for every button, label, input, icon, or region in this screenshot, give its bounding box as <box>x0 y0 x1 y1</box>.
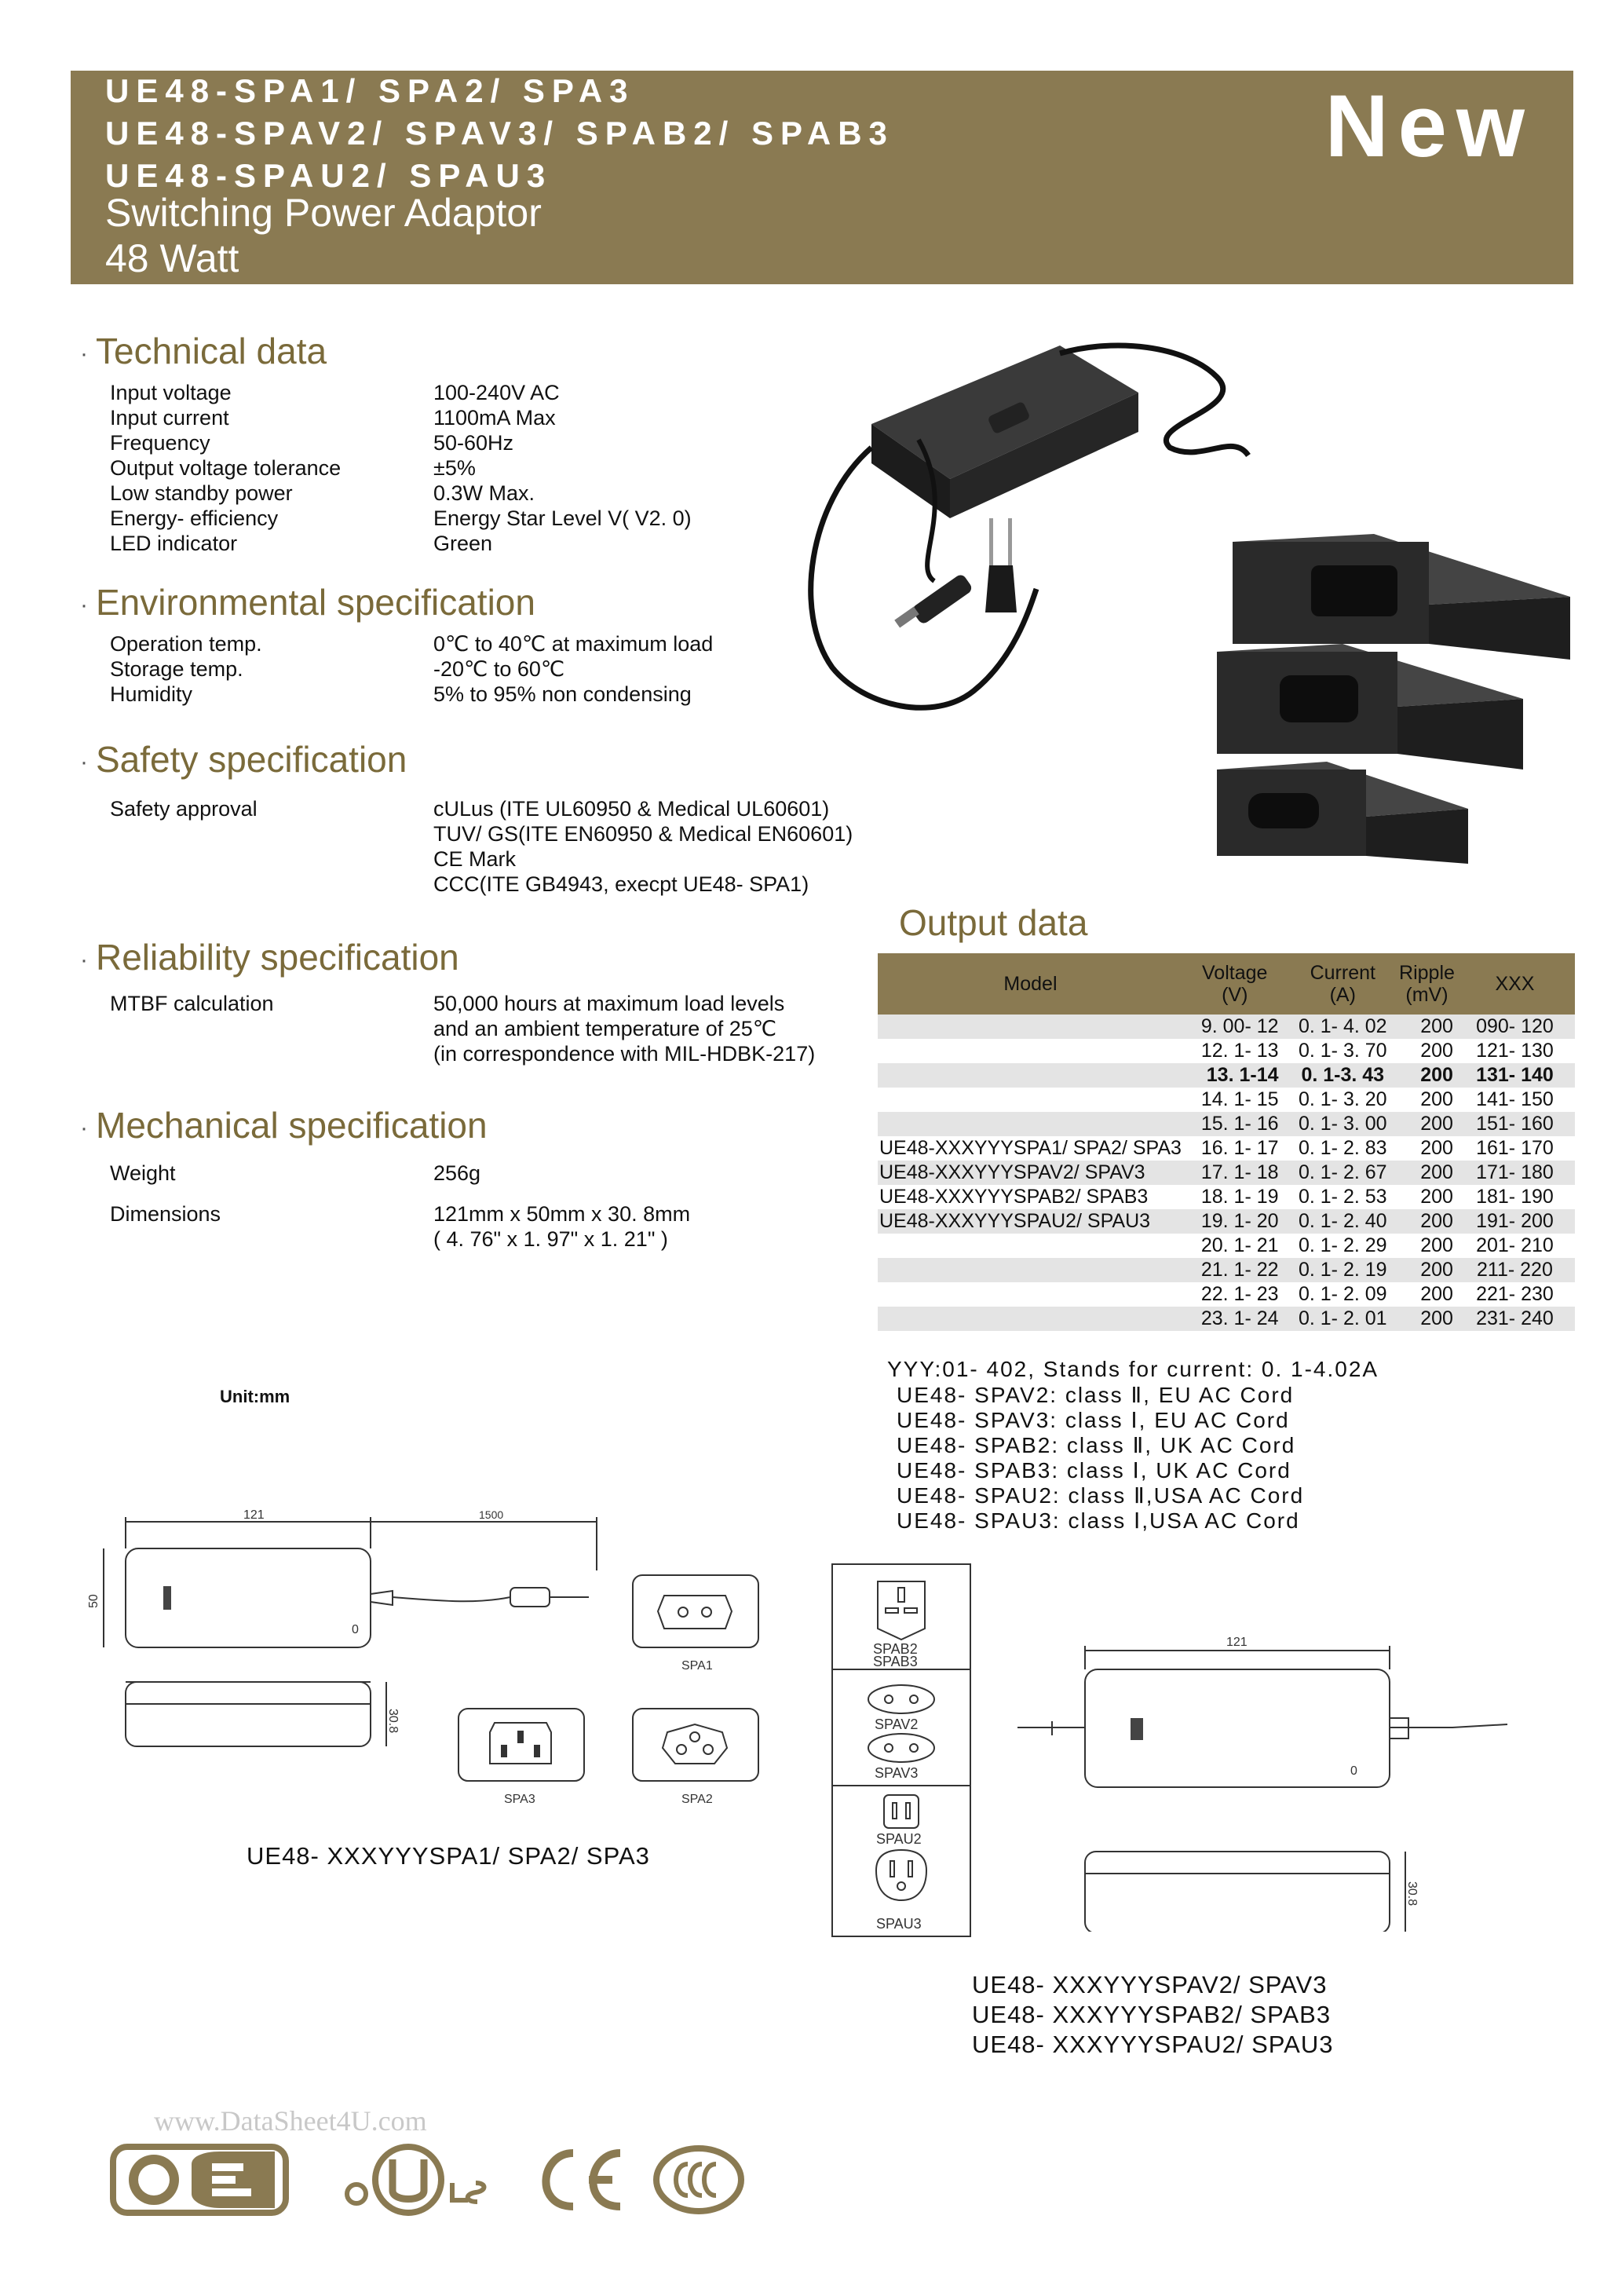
note-class: UE48- SPAB3: class Ⅰ, UK AC Cord <box>897 1458 1291 1483</box>
note-class: UE48- SPAU2: class Ⅱ,USA AC Cord <box>897 1483 1305 1508</box>
table-row <box>878 1185 1575 1209</box>
spec-value: 50-60Hz <box>433 431 514 455</box>
cell-voltage: 13. 1-14 <box>1183 1063 1287 1088</box>
output-data-table <box>878 953 1575 1331</box>
th-ripple: Ripple (mV) <box>1399 953 1455 1015</box>
table-row <box>878 1307 1575 1331</box>
dim-308-label: 30.8 <box>386 1709 400 1734</box>
cell-model: UE48-XXXYYYSPA1/ SPA2/ SPA3 <box>879 1137 1182 1159</box>
cell-ripple: 200 <box>1399 1161 1455 1185</box>
spec-value: and an ambient temperature of 25℃ <box>433 1017 777 1040</box>
zero-label: 0 <box>1350 1764 1357 1778</box>
th-model: Model <box>878 953 1183 1015</box>
ac-inlet-cable <box>1017 1721 1085 1735</box>
table-row <box>878 1063 1575 1088</box>
spec-value: 50,000 hours at maximum load levels <box>433 992 785 1015</box>
adapter-stack-bottom <box>1217 762 1468 864</box>
safety-heading: · Safety specification <box>80 739 407 780</box>
cell-model <box>878 1063 1183 1088</box>
cell-xxx: 161- 170 <box>1455 1136 1575 1161</box>
cell-voltage: 9. 00- 12 <box>1183 1015 1287 1039</box>
spec-label: Low standby power <box>110 481 293 505</box>
dim-121-label: 121 <box>1226 1636 1248 1649</box>
table-row <box>878 1112 1575 1136</box>
table-row <box>878 1282 1575 1307</box>
cell-model: UE48-XXXYYYSPAU2/ SPAU3 <box>878 1209 1183 1234</box>
spav2-label: SPAV2 <box>875 1717 919 1732</box>
cell-current: 0. 1- 4. 02 <box>1287 1015 1400 1039</box>
spec-value: 121mm x 50mm x 30. 8mm <box>433 1202 691 1226</box>
output-data-heading: Output data <box>899 902 1088 943</box>
table-row <box>878 1209 1575 1234</box>
model-line-1: UE48-SPA1/ SPA2/ SPA3 <box>105 72 635 109</box>
cell-ripple: 200 <box>1399 1234 1455 1258</box>
cell-current: 0. 1- 2. 01 <box>1287 1307 1400 1331</box>
cell-voltage: 12. 1- 13 <box>1183 1039 1287 1063</box>
cell-model <box>878 1307 1183 1331</box>
new-badge: New <box>1324 77 1534 175</box>
spec-label: Operation temp. <box>110 632 262 656</box>
cell-current: 0. 1- 2. 67 <box>1287 1161 1400 1185</box>
cell-model <box>878 1039 1183 1063</box>
cell-current: 0. 1- 3. 00 <box>1287 1112 1400 1136</box>
note-class: UE48- SPAB2: class Ⅱ, UK AC Cord <box>897 1433 1296 1457</box>
spau2-label: SPAU2 <box>876 1831 922 1847</box>
cell-xxx: 201- 210 <box>1455 1234 1575 1258</box>
spec-value: (in correspondence with MIL-HDBK-217) <box>433 1042 816 1066</box>
th-xxx: XXX <box>1455 953 1575 1015</box>
c6-socket-icon <box>663 1724 727 1764</box>
cell-model <box>878 1088 1183 1112</box>
spec-label: Input current <box>110 406 229 430</box>
spec-value: 0℃ to 40℃ at maximum load <box>433 632 714 656</box>
cell-ripple: 200 <box>1399 1039 1455 1063</box>
cell-model <box>878 1015 1183 1039</box>
spec-value: 100-240V AC <box>433 381 560 404</box>
model-line-2: UE48-SPAV2/ SPAV3/ SPAB2/ SPAB3 <box>105 115 894 152</box>
spec-value: Energy Star Level V( V2. 0) <box>433 506 692 530</box>
cell-xxx: 131- 140 <box>1455 1063 1575 1088</box>
note-class: UE48- SPAU3: class Ⅰ,USA AC Cord <box>897 1508 1300 1533</box>
spec-value: CE Mark <box>433 847 517 871</box>
plug-variants-panel <box>831 1563 974 1940</box>
dc-plug-drawing <box>510 1588 550 1607</box>
eu-ac-plug <box>985 518 1017 612</box>
spab3-label: SPAB3 <box>873 1654 918 1669</box>
dim-1500-label: 1500 <box>479 1508 504 1521</box>
table-row <box>878 1039 1575 1063</box>
cell-ripple: 200 <box>1399 1136 1455 1161</box>
c8-socket-icon <box>658 1596 732 1629</box>
ce-logo <box>546 2153 620 2206</box>
strain-relief <box>371 1591 393 1605</box>
table-row <box>878 1136 1575 1161</box>
spa3-drawing <box>454 1701 595 1819</box>
note-class: UE48- SPAV3: class Ⅰ, EU AC Cord <box>897 1408 1290 1432</box>
note-class: UE48- SPAV2: class Ⅱ, EU AC Cord <box>897 1383 1295 1407</box>
spec-value: 256g <box>433 1161 481 1185</box>
cell-model <box>878 1282 1183 1307</box>
cell-xxx: 231- 240 <box>1455 1307 1575 1331</box>
cell-voltage: 15. 1- 16 <box>1183 1112 1287 1136</box>
us-plug-3pin-icon <box>876 1850 926 1900</box>
spec-label: Input voltage <box>110 381 232 404</box>
logo-mark <box>1131 1718 1143 1740</box>
table-row <box>878 1234 1575 1258</box>
table-row <box>878 1161 1575 1185</box>
cell-ripple: 200 <box>1399 1209 1455 1234</box>
spec-label: LED indicator <box>110 532 238 555</box>
cell-ripple: 200 <box>1399 1307 1455 1331</box>
cell-ripple: 200 <box>1399 1088 1455 1112</box>
cell-current: 0. 1- 2. 19 <box>1287 1258 1400 1282</box>
spec-value: cULus (ITE UL60950 & Medical UL60601) <box>433 797 830 821</box>
spav3-label: SPAV3 <box>875 1765 919 1781</box>
table-row <box>878 1258 1575 1282</box>
spec-value: -20℃ to 60℃ <box>433 657 565 681</box>
spec-label: MTBF calculation <box>110 992 274 1015</box>
cell-xxx: 221- 230 <box>1455 1282 1575 1307</box>
dim-121-label: 121 <box>243 1508 265 1522</box>
adapter-side-view <box>1085 1852 1390 1932</box>
cell-ripple: 200 <box>1399 1258 1455 1282</box>
product-subtitle: Switching Power Adaptor <box>105 191 542 235</box>
cell-voltage: 14. 1- 15 <box>1183 1088 1287 1112</box>
cell-xxx: 181- 190 <box>1455 1185 1575 1209</box>
adapter-top-view <box>126 1548 371 1647</box>
spec-value: Green <box>433 532 493 555</box>
watermark-text: www.DataSheet4U.com <box>154 2105 427 2137</box>
cell-voltage: 20. 1- 21 <box>1183 1234 1287 1258</box>
spa2-drawing <box>628 1701 769 1819</box>
spab2-label: SPAB2 <box>873 1641 918 1657</box>
spec-label: Energy- efficiency <box>110 506 279 530</box>
adapter-stack-mid <box>1217 644 1523 770</box>
cell-model: UE48-XXXYYYSPAV2/ SPAV3 <box>878 1161 1183 1185</box>
cell-current: 0. 1- 2. 53 <box>1287 1185 1400 1209</box>
technical-heading: · Technical data <box>80 331 327 371</box>
spa1-label: SPA1 <box>681 1659 713 1673</box>
dim-308-label: 30.8 <box>1405 1881 1419 1907</box>
cell-xxx: 151- 160 <box>1455 1112 1575 1136</box>
spec-label: Safety approval <box>110 797 258 821</box>
cell-model <box>878 1258 1183 1282</box>
cell-current: 0. 1-3. 43 <box>1287 1063 1400 1088</box>
caption-left: UE48- XXXYYYSPA1/ SPA2/ SPA3 <box>247 1842 650 1870</box>
header-banner <box>71 71 1573 284</box>
cell-current: 0. 1- 2. 83 <box>1287 1136 1400 1161</box>
tuv-gs-logo <box>113 2147 286 2213</box>
cell-current: 0. 1- 3. 20 <box>1287 1088 1400 1112</box>
spec-value: 0.3W Max. <box>433 481 535 505</box>
mechanical-heading: · Mechanical specification <box>80 1105 488 1146</box>
th-voltage: Voltage (V) <box>1183 953 1287 1015</box>
spec-label: Dimensions <box>110 1202 221 1226</box>
cell-current: 0. 1- 2. 09 <box>1287 1282 1400 1307</box>
spec-value: TUV/ GS(ITE EN60950 & Medical EN60601) <box>433 822 853 846</box>
environmental-heading: · Environmental specification <box>80 582 535 623</box>
cell-current: 0. 1- 2. 40 <box>1287 1209 1400 1234</box>
spec-value: ( 4. 76" x 1. 97" x 1. 21" ) <box>433 1227 668 1251</box>
us-plug-2pin-icon <box>884 1795 919 1828</box>
spa2-label: SPA2 <box>681 1793 713 1806</box>
cell-xxx: 171- 180 <box>1455 1161 1575 1185</box>
dim-50-label: 50 <box>87 1594 100 1608</box>
model-line-3: UE48-SPAU2/ SPAU3 <box>105 157 553 194</box>
zero-label: 0 <box>352 1623 359 1636</box>
cul-us-logo <box>347 2147 484 2213</box>
note-current: YYY:01- 402, Stands for current: 0. 1-4.02A <box>887 1357 1379 1381</box>
caption-right-2: UE48- XXXYYYSPAB2/ SPAB3 <box>972 2001 1332 2028</box>
cell-xxx: 141- 150 <box>1455 1088 1575 1112</box>
cell-ripple: 200 <box>1399 1063 1455 1088</box>
cell-voltage: 17. 1- 18 <box>1183 1161 1287 1185</box>
eu-plug-3pin-icon <box>868 1734 934 1762</box>
spau3-label: SPAU3 <box>876 1916 922 1932</box>
panel-border <box>832 1564 970 1936</box>
cell-voltage: 21. 1- 22 <box>1183 1258 1287 1282</box>
table-row <box>878 1088 1575 1112</box>
cell-model: UE48-XXXYYYSPAB2/ SPAB3 <box>878 1185 1183 1209</box>
dc-cable <box>393 1597 510 1601</box>
drawing-spav-spab-spau-series <box>1013 1633 1515 1932</box>
cell-current: 0. 1- 2. 29 <box>1287 1234 1400 1258</box>
cell-voltage: 18. 1- 19 <box>1183 1185 1287 1209</box>
cell-ripple: 200 <box>1399 1112 1455 1136</box>
cell-model <box>878 1234 1183 1258</box>
product-wattage: 48 Watt <box>105 236 239 280</box>
cell-xxx: 121- 130 <box>1455 1039 1575 1063</box>
th-current: Current (A) <box>1287 953 1400 1015</box>
dc-cable <box>1390 1724 1507 1727</box>
spec-label: Humidity <box>110 682 193 706</box>
spec-value: ±5% <box>433 456 476 480</box>
cell-voltage: 22. 1- 23 <box>1183 1282 1287 1307</box>
spa1-drawing <box>628 1567 769 1685</box>
cell-xxx: 090- 120 <box>1455 1015 1575 1039</box>
cell-voltage: 19. 1- 20 <box>1183 1209 1287 1234</box>
cell-voltage: 16. 1- 17 <box>1183 1136 1287 1161</box>
spec-label: Output voltage tolerance <box>110 456 342 480</box>
ccc-logo <box>656 2148 741 2211</box>
caption-right-1: UE48- XXXYYYSPAV2/ SPAV3 <box>972 1971 1328 1998</box>
spec-value: 1100mA Max <box>433 406 556 430</box>
cell-ripple: 200 <box>1399 1185 1455 1209</box>
spec-label: Storage temp. <box>110 657 243 681</box>
adapter-side-view <box>126 1682 371 1746</box>
cell-model <box>878 1112 1183 1136</box>
spec-value: CCC(ITE GB4943, execpt UE48- SPA1) <box>433 872 809 896</box>
spec-label: Weight <box>110 1161 176 1185</box>
cell-ripple: 200 <box>1399 1282 1455 1307</box>
reliability-heading: · Reliability specification <box>80 937 459 978</box>
cell-voltage: 23. 1- 24 <box>1183 1307 1287 1331</box>
table-row <box>878 1015 1575 1039</box>
adapter-stack-top <box>1233 534 1570 660</box>
table-header-row <box>878 953 1575 1015</box>
cell-ripple: 200 <box>1399 1015 1455 1039</box>
cell-xxx: 211- 220 <box>1455 1258 1575 1282</box>
adapter-brick-main <box>871 345 1138 518</box>
logo-mark <box>163 1586 171 1610</box>
unit-label: Unit:mm <box>220 1387 290 1406</box>
cell-xxx: 191- 200 <box>1455 1209 1575 1234</box>
eu-plug-2pin-icon <box>868 1685 934 1713</box>
certification-logos <box>110 2136 762 2222</box>
cell-current: 0. 1- 3. 70 <box>1287 1039 1400 1063</box>
spec-value: 5% to 95% non condensing <box>433 682 692 706</box>
product-photo <box>777 330 1594 950</box>
spec-label: Frequency <box>110 431 210 455</box>
spa3-label: SPA3 <box>504 1793 535 1806</box>
caption-right-3: UE48- XXXYYYSPAU2/ SPAU3 <box>972 2031 1334 2058</box>
